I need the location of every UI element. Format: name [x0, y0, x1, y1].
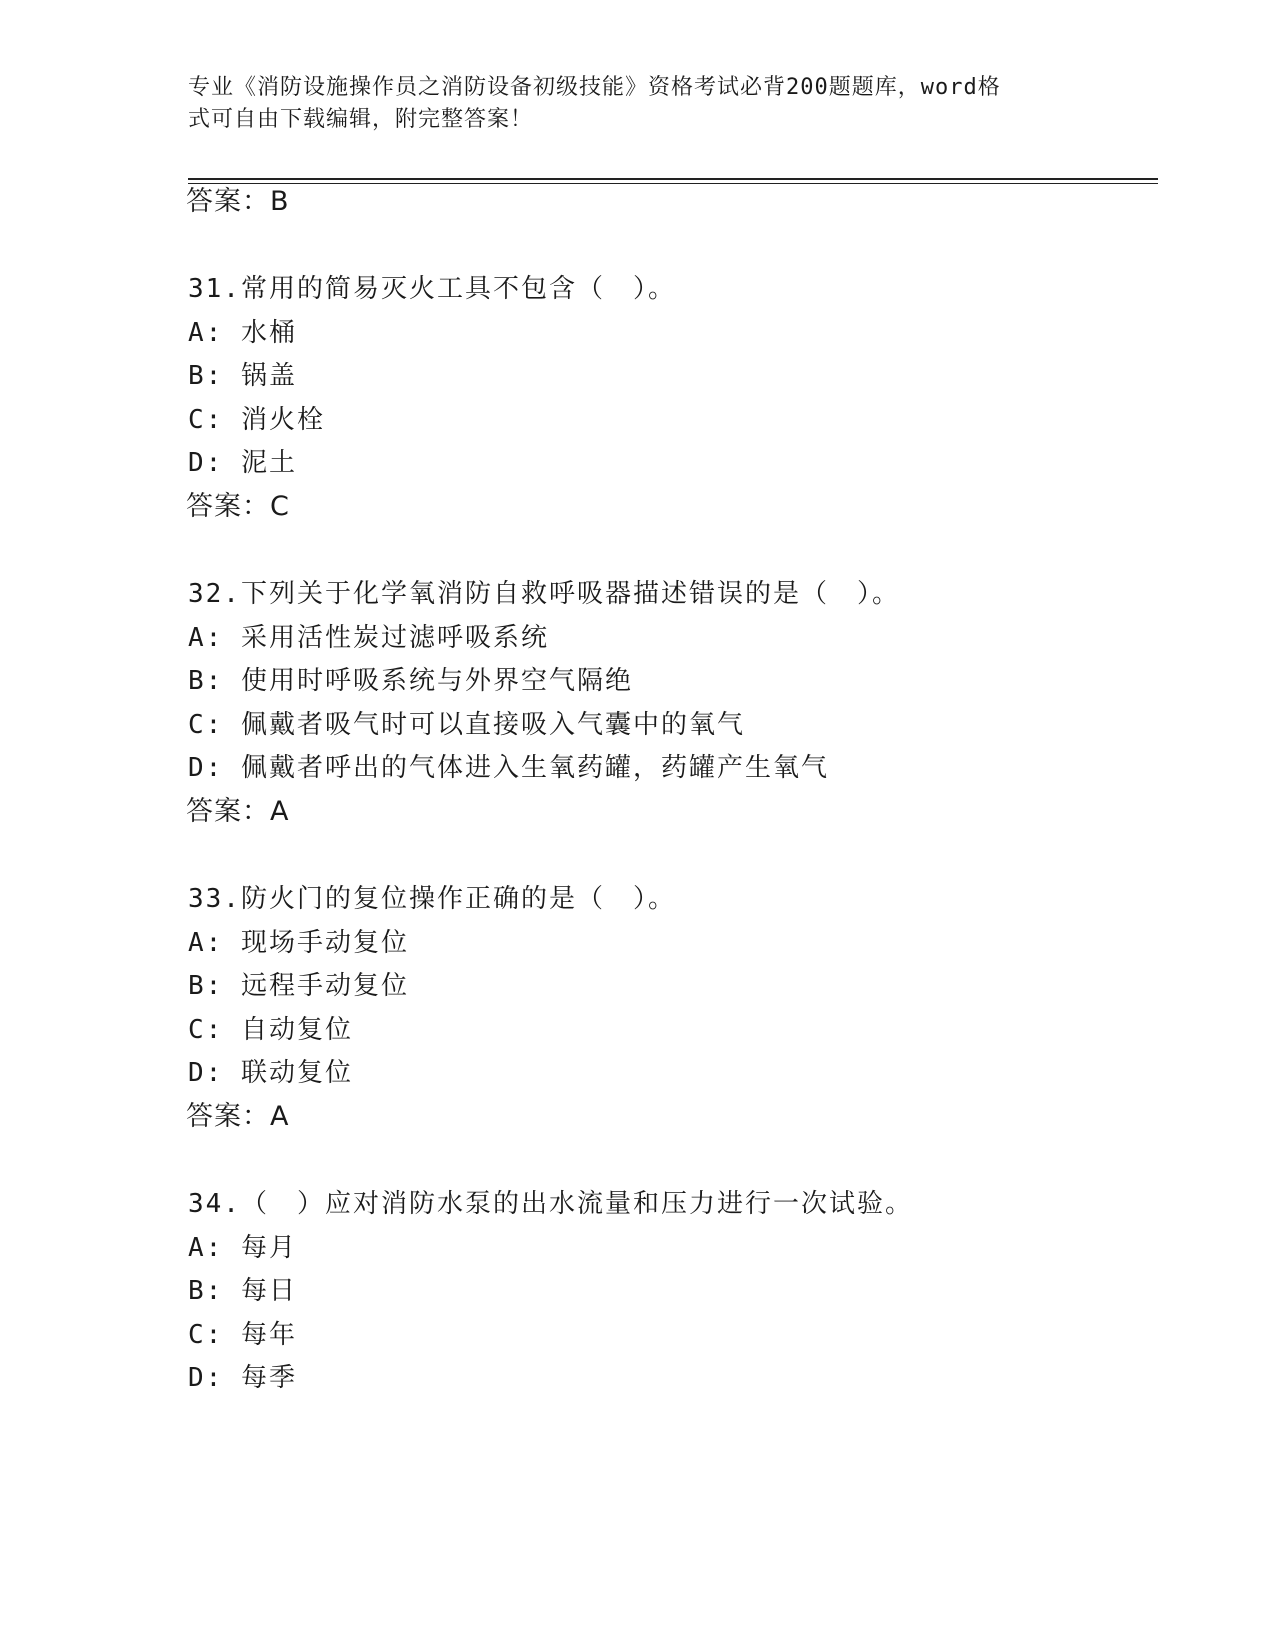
question-33-option-d: D: 联动复位 — [188, 1058, 353, 1088]
question-32-option-b: B: 使用时呼吸系统与外界空气隔绝 — [188, 666, 633, 696]
question-34-stem: 34.（ ）应对消防水泵的出水流量和压力进行一次试验。 — [188, 1189, 913, 1219]
question-31-option-c: C: 消火栓 — [188, 405, 325, 435]
header-divider-thin — [188, 183, 1158, 184]
question-31-option-d: D: 泥土 — [188, 448, 297, 478]
question-32-option-d: D: 佩戴者呼出的气体进入生氧药罐，药罐产生氧气 — [188, 753, 829, 783]
question-31-option-a: A: 水桶 — [188, 318, 297, 348]
header-line-1: 专业《消防设施操作员之消防设备初级技能》资格考试必背200题题库，word格 — [188, 75, 1001, 100]
question-32-option-c: C: 佩戴者吸气时可以直接吸入气囊中的氧气 — [188, 710, 745, 740]
question-34-option-c: C: 每年 — [188, 1320, 297, 1350]
question-31-option-b: B: 锅盖 — [188, 361, 297, 391]
question-31-stem: 31.常用的简易灭火工具不包含（ ）。 — [188, 274, 676, 304]
question-32-answer: 答案：A — [186, 796, 290, 827]
question-33-option-a: A: 现场手动复位 — [188, 928, 409, 958]
previous-answer: 答案：B — [186, 186, 290, 217]
document-header — [188, 72, 1068, 136]
header-divider-thick — [188, 178, 1158, 180]
question-34-option-d: D: 每季 — [188, 1363, 297, 1393]
question-32-option-a: A: 采用活性炭过滤呼吸系统 — [188, 623, 549, 653]
question-32-stem: 32.下列关于化学氧消防自救呼吸器描述错误的是（ ）。 — [188, 579, 900, 609]
question-33-answer: 答案：A — [186, 1101, 290, 1132]
question-34-option-a: A: 每月 — [188, 1233, 297, 1263]
question-33-option-c: C: 自动复位 — [188, 1015, 353, 1045]
question-33-option-b: B: 远程手动复位 — [188, 971, 409, 1001]
question-33-stem: 33.防火门的复位操作正确的是（ ）。 — [188, 884, 676, 914]
question-34-option-b: B: 每日 — [188, 1276, 297, 1306]
header-line-2: 式可自由下载编辑，附完整答案！ — [188, 107, 534, 132]
question-31-answer: 答案：C — [186, 491, 290, 522]
